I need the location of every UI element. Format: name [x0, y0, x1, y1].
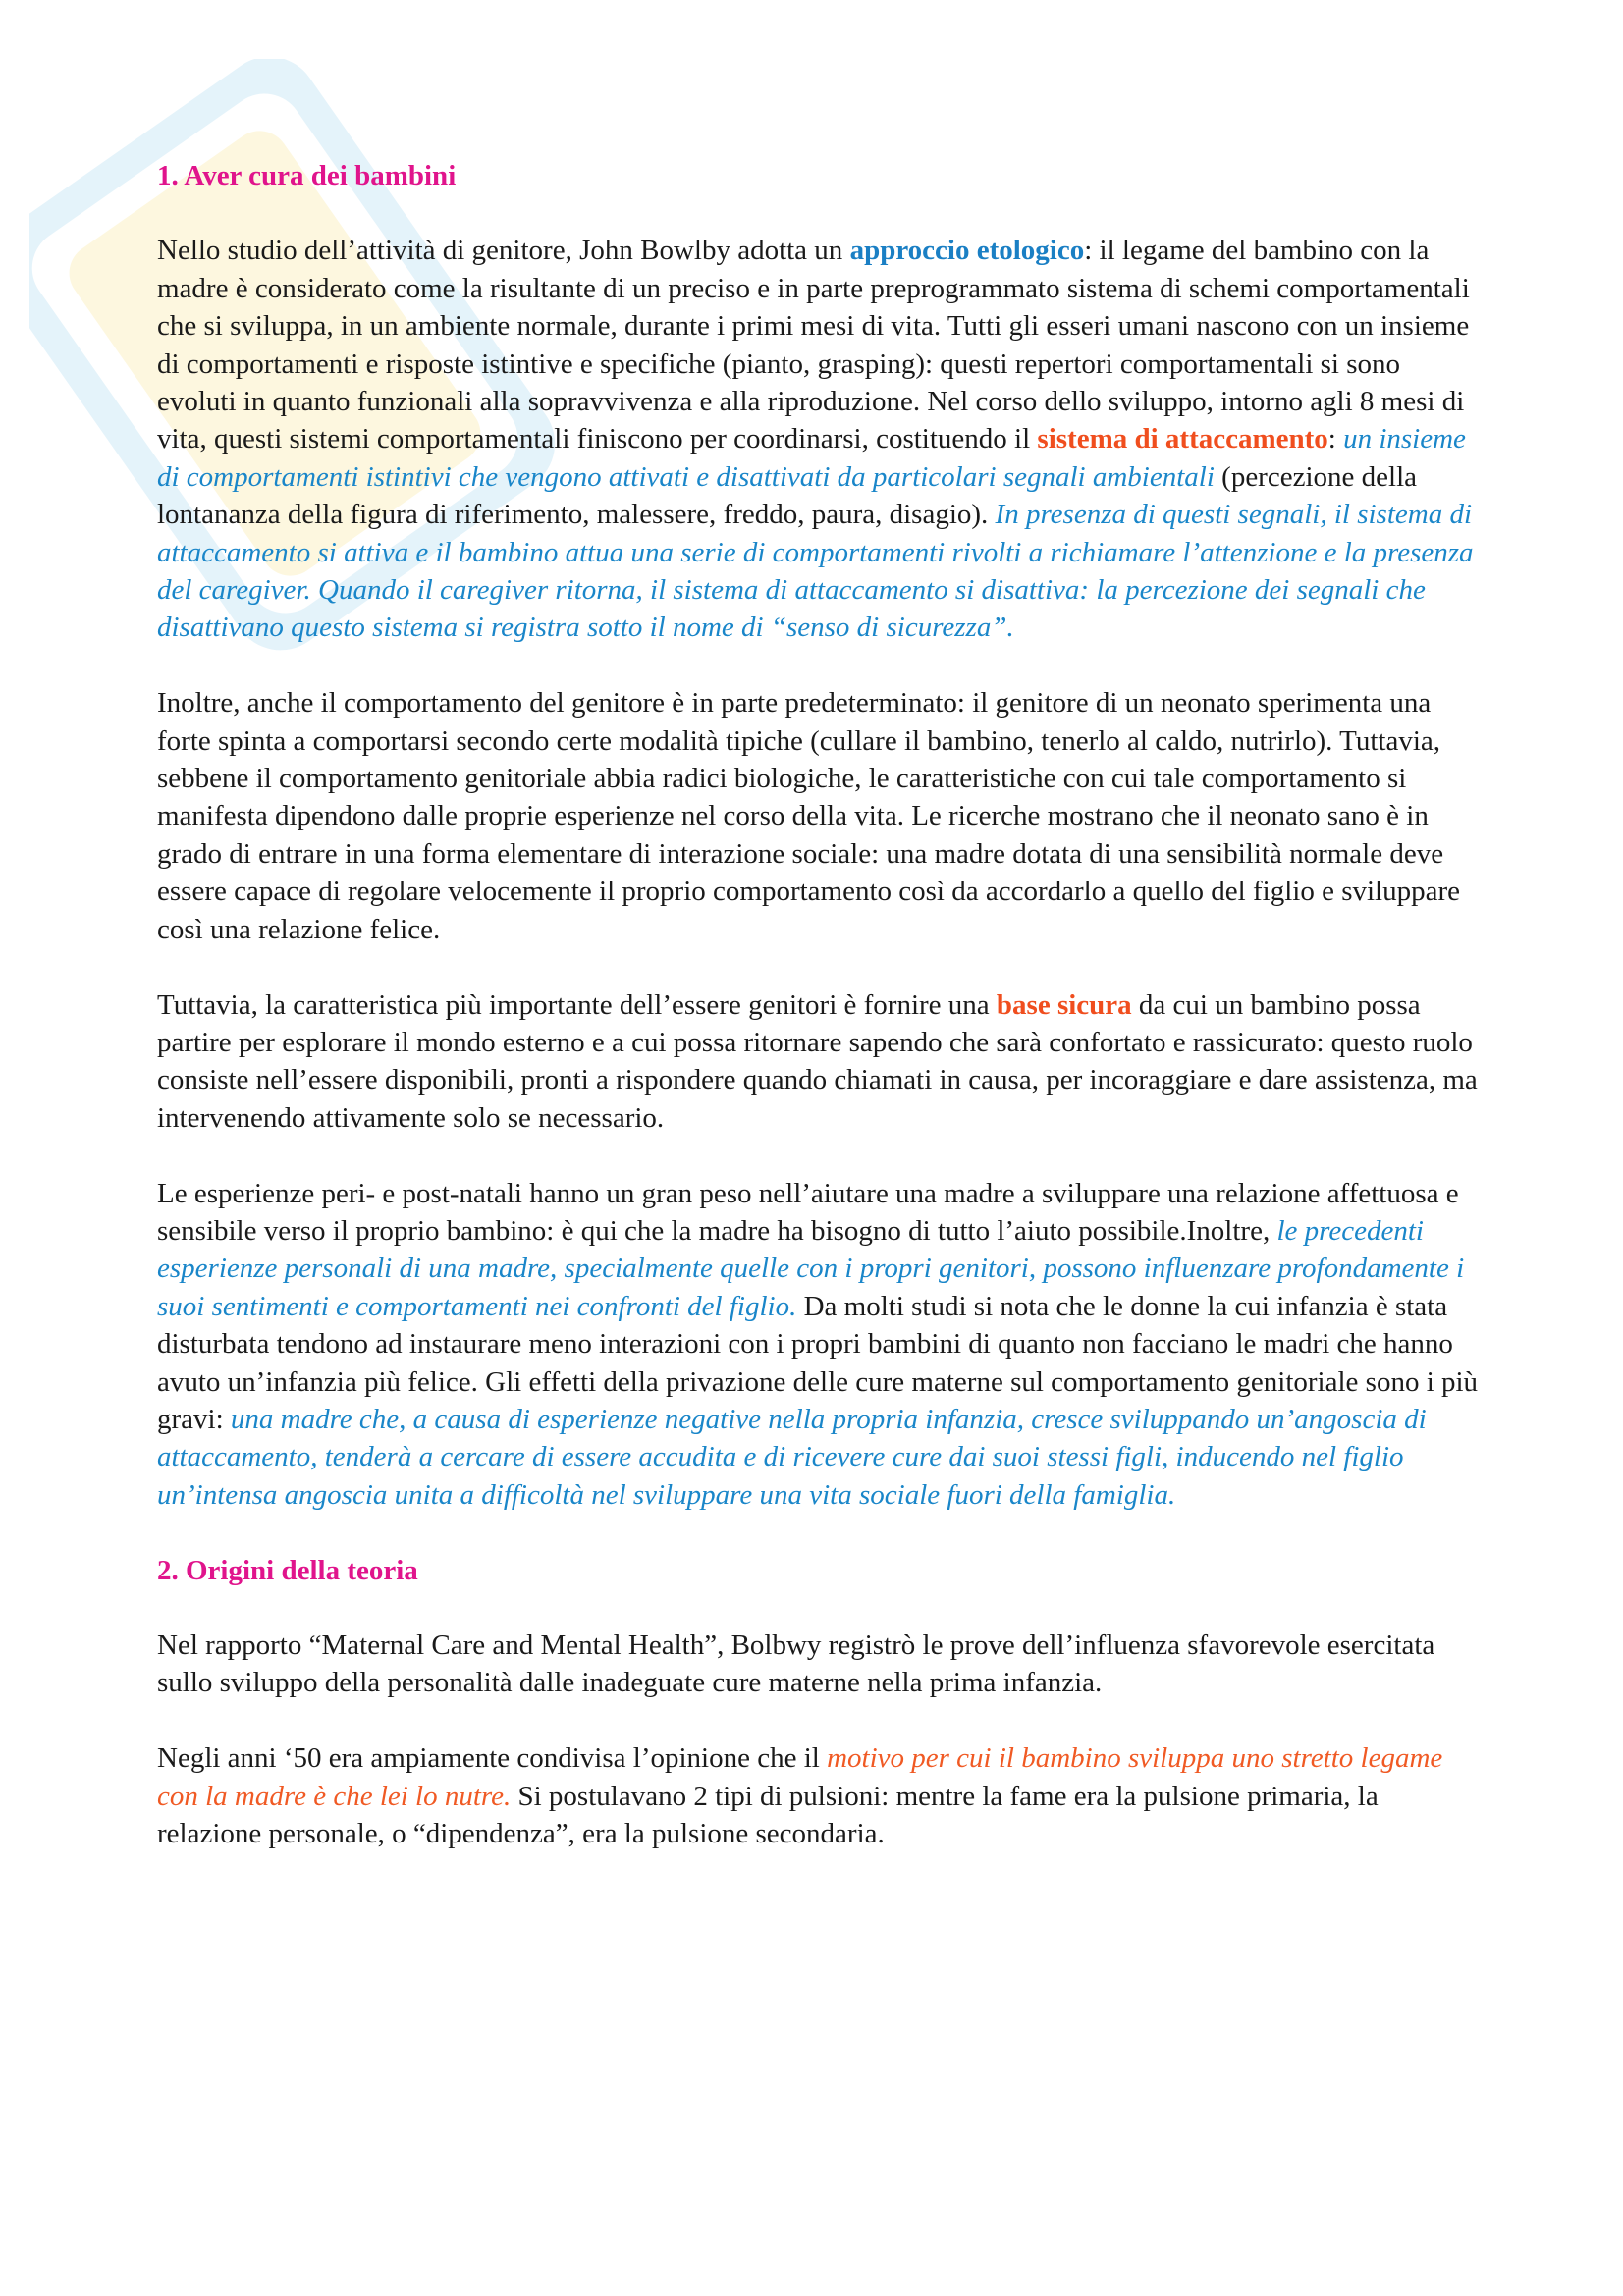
document-body [157, 147, 1483, 1891]
paragraph-1: Nello studio dell’attività di genitore, John Bowlby adotta un approccio etologico: il legame del bambino con la madre è considerato come la risultante di un preciso e in parte preprogrammato sistema di schemi comportamentali che si sviluppa, in un ambiente normale, durante i primi mesi di vita. Tutti gli esseri umani nascono con un insieme di comportamenti e risposte istintive e specifiche (pianto, grasping): questi repertori comportamentali si sono evoluti in quanto funzionali alla sopravvivenza e alla riproduzione. Nel corso dello sviluppo, intorno agli 8 mesi di vita, questi sistemi comportamentali finiscono per coordinarsi, costituendo il sistema di attaccamento: un insieme di comportamenti istintivi che vengono attivati e disattivati da particolari segnali ambientali (percezione della lontananza della figura di riferimento, malessere, freddo, paura, disagio). In presenza di questi segnali, il sistema di attaccamento si attiva e il bambino attua una serie di comportamenti rivolti a richiamare l’attenzione e la presenza del caregiver. Quando il caregiver ritorna, il sistema di attaccamento si disattiva: la percezione dei segnali che disattivano questo sistema si registra sotto il nome di “senso di sicurezza”. [157, 235, 1474, 644]
italic-motivo: motivo per cui il bambino sviluppa uno stretto legame con la madre è che lei lo nutre. [157, 1742, 1443, 1812]
italic-angoscia: una madre che, a causa di esperienze negative nella propria infanzia, cresce sviluppando un’angoscia di attaccamento, tenderà a cercare di essere accudita e di ricevere cure dai suoi stessi figli, inducendo nel figlio un’intensa angoscia unita a difficoltà nel sviluppare una vita sociale fuori della famiglia. [157, 1403, 1427, 1511]
highlight-sistema-attaccamento: sistema di attaccamento [1037, 423, 1328, 455]
paragraph-3: Tuttavia, la caratteristica più importante dell’essere genitori è fornire una base sicura da cui un bambino possa partire per esplorare il mondo esterno e a cui possa ritornare sapendo che sarà confortato e rassicurato: questo ruolo consiste nell’essere disponibili, pronti a rispondere quando chiamati in causa, per incoraggiare e dare assistenza, ma intervenendo attivamente solo se necessario. [157, 988, 1478, 1134]
paragraph-6: Negli anni ‘50 era ampiamente condivisa l’opinione che il motivo per cui il bambino sviluppa uno stretto legame con la madre è che lei lo nutre. Si postulavano 2 tipi di pulsioni: mentre la fame era la pulsione primaria, la relazione personale, o “dipendenza”, era la pulsione secondaria. [157, 1742, 1443, 1849]
paragraph-2: Inoltre, anche il comportamento del genitore è in parte predeterminato: il genitore di un neonato sperimenta una forte spinta a comportarsi secondo certe modalità tipiche (cullare il bambino, tenerlo al caldo, nutrirlo). Tuttavia, sebbene il comportamento genitoriale abbia radici biologiche, le caratteristiche con cui tale comportamento si manifesta dipendono dalle proprie esperienze nel corso della vita. Le ricerche mostrano che il neonato sano è in grado di entrare in una forma elementare di interazione sociale: una madre dotata di una sensibilità normale deve essere capace di regolare velocemente il proprio comportamento così da accordarlo a quello del figlio e sviluppare così una relazione felice. [157, 687, 1460, 945]
highlight-base-sicura: base sicura [996, 988, 1132, 1021]
italic-explanation: In presenza di questi segnali, il sistema di attaccamento si attiva e il bambino attua una serie di comportamenti rivolti a richiamare l’attenzione e la presenza del caregiver. Quando il caregiver ritorna, il sistema di attaccamento si disattiva: la percezione dei segnali che disattivano questo sistema si registra sotto il nome di “senso di sicurezza”. [157, 499, 1474, 644]
italic-definition: un insieme di comportamenti istintivi che vengono attivati e disattivati da particolari segnali ambientali [157, 423, 1466, 493]
highlight-approccio-etologico: approccio etologico [849, 235, 1085, 267]
paragraph-4: Le esperienze peri- e post-natali hanno un gran peso nell’aiutare una madre a sviluppare una relazione affettuosa e sensibile verso il proprio bambino: è qui che la madre ha bisogno di tutto l’aiuto possibile.Inoltre, le precedenti esperienze personali di una madre, specialmente quelle con i propri genitori, possono influenzare profondamente i suoi sentimenti e comportamenti nei confronti del figlio. Da molti studi si nota che le donne la cui infanzia è stata disturbata tendono ad instaurare meno interazioni con i propri bambini di quanto non facciano le madri che hanno avuto un’infanzia più felice. Gli effetti della privazione delle cure materne sul comportamento genitoriale sono i più gravi: una madre che, a causa di esperienze negative nella propria infanzia, cresce sviluppando un’angoscia di attaccamento, tenderà a cercare di essere accudita e di ricevere cure dai suoi stessi figli, inducendo nel figlio un’intensa angoscia unita a difficoltà nel sviluppare una vita sociale fuori della famiglia. [157, 1177, 1479, 1511]
section-title-1: 1. Aver cura dei bambini [157, 160, 457, 191]
paragraph-5: Nel rapporto “Maternal Care and Mental Health”, Bolbwy registrò le prove dell’influenza sfavorevole esercitata sullo sviluppo della personalità dalle inadeguate cure materne nella prima infanzia. [157, 1629, 1435, 1699]
section-title-2: 2. Origini della teoria [157, 1554, 418, 1586]
italic-esperienze: le precedenti esperienze personali di una madre, specialmente quelle con i propri genitori, possono influenzare profondamente i suoi sentimenti e comportamenti nei confronti del figlio. [157, 1214, 1465, 1322]
